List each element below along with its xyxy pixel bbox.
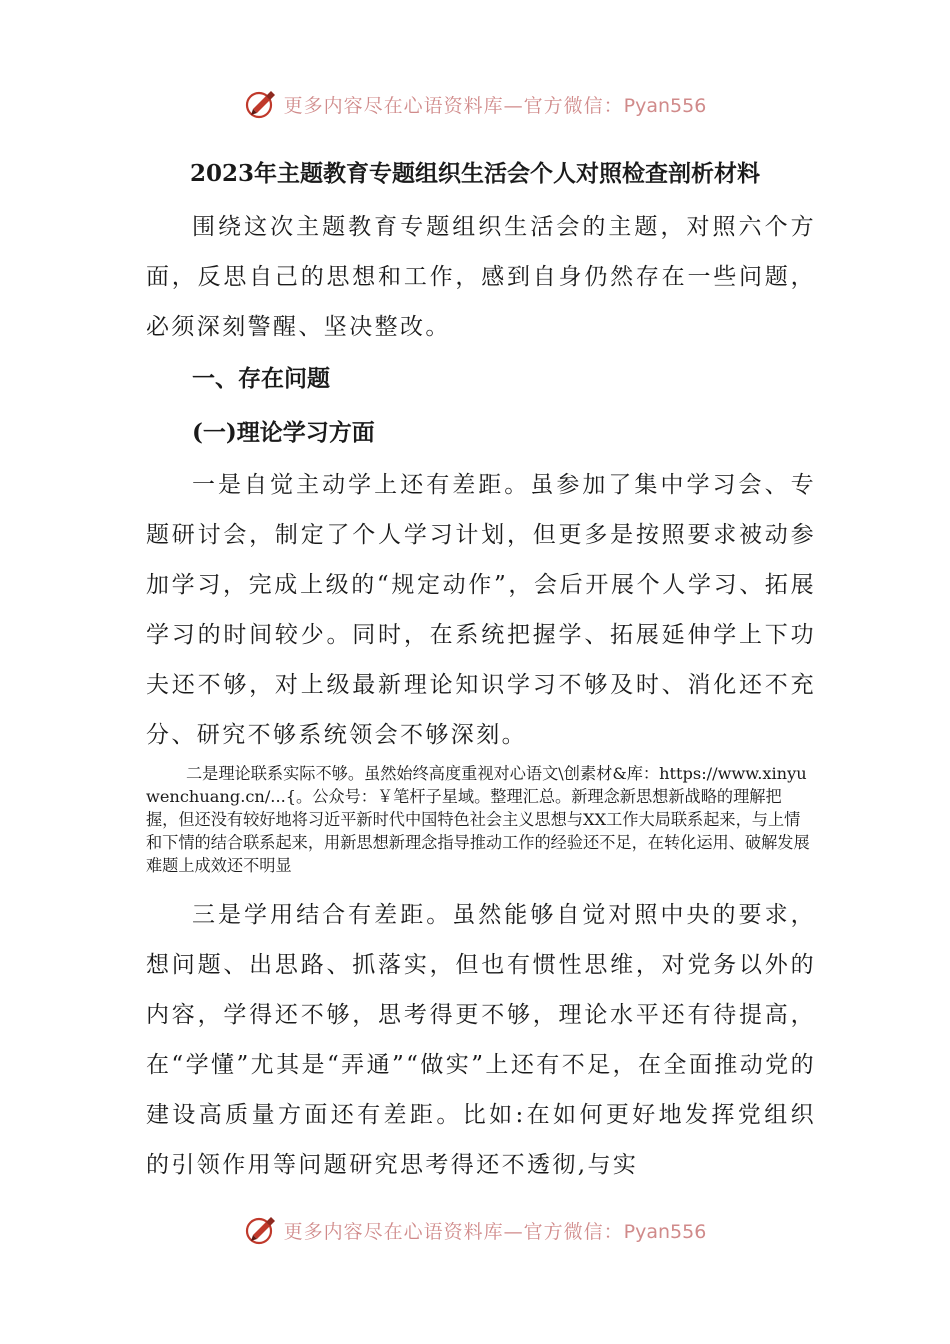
body-paragraph-1: 一是自觉主动学上还有差距。虽参加了集中学习会、专题研讨会，制定了个人学习计划，但更多是按照要求被动参加学习，完成上级的“规定动作”，会后开展个人学习、拓展学习的时间较少。同时，在系统把握学、拓展延伸学上下功夫还不够，对上级最新理论知识学习不够及时、消化还不充分、研究不够系统领会不够深刻。 bbox=[146, 472, 816, 748]
footer-watermark bbox=[0, 1210, 950, 1250]
body-paragraph-3: 三是学用结合有差距。虽然能够自觉对照中央的要求，想问题、出思路、抓落实，但也有惯性思维，对党务以外的内容，学得还不够，思考得更不够，理论水平还有待提高，在“学懂”尤其是“弄通”“做实”上还有不足，在全面推动党的建设高质量方面还有差距。比如:在如何更好地发挥党组织的引领作用等问题研究思考得还不透彻,与实 bbox=[146, 902, 816, 1178]
watermark-text: 更多内容尽在心语资料库—官方微信：Pyan556 bbox=[283, 94, 707, 117]
subsection-heading: (一)理论学习方面 bbox=[192, 419, 375, 446]
body-paragraph-2: 二是理论联系实际不够。虽然始终高度重视对心语文\创素材&库：https://www.xinyuwenchuang.cn/...{。公众号：￥笔杆子星域。整理汇总。新理念新思想新战略的理解把握，但还没有较好地将习近平新时代中国特色社会主义思想与XX工作大局联系起来，与上情和下情的结合联系起来，用新思想新理念指导推动工作的经验还不足，在转化运用、破解发展难题上成效还不明显 bbox=[146, 764, 810, 875]
watermark-text: 更多内容尽在心语资料库—官方微信：Pyan556 bbox=[283, 1220, 707, 1243]
watermark-handle: Pyan556 bbox=[623, 94, 707, 117]
pen-logo-icon bbox=[244, 1213, 278, 1247]
header-watermark bbox=[0, 84, 950, 124]
section-heading: 一、存在问题 bbox=[192, 365, 330, 392]
document-title: 2023年主题教育专题组织生活会个人对照检查剖析材料 bbox=[189, 160, 760, 187]
intro-paragraph: 围绕这次主题教育专题组织生活会的主题，对照六个方面，反思自己的思想和工作，感到自身仍然存在一些问题，必须深刻警醒、坚决整改。 bbox=[146, 214, 816, 340]
watermark-handle: Pyan556 bbox=[623, 1220, 707, 1243]
pen-logo-icon bbox=[244, 87, 278, 121]
